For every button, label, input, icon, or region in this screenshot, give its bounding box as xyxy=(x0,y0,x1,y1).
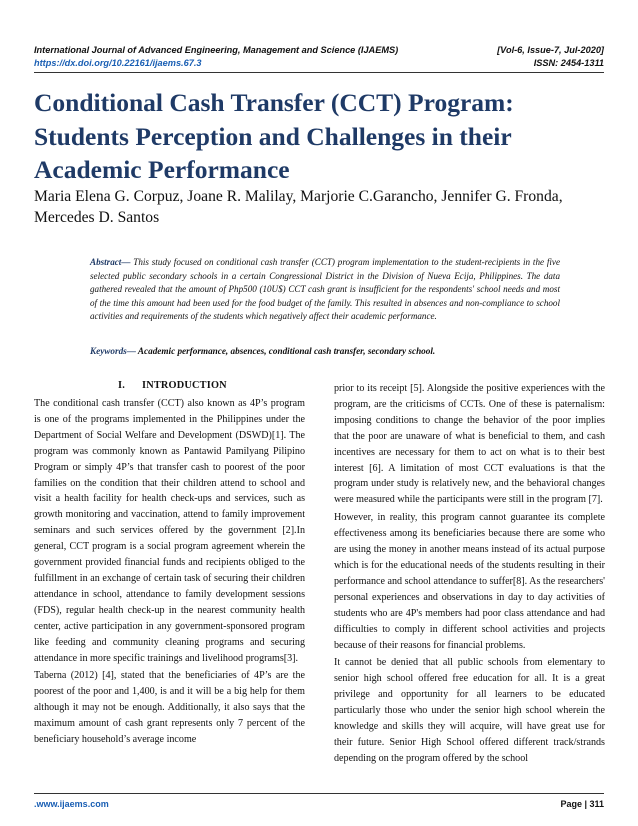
body-paragraph: Taberna (2012) [4], stated that the beneficiaries of 4P’s are the poorest of the poor and 1,400, is and it will be a big help for them although it may not be enough. Additionally, it also says that the maximum amount of cash grant represents only 7 percent of the beneficiary household’s average income xyxy=(34,670,305,746)
page-number: Page | 311 xyxy=(560,799,604,809)
body-paragraph: The conditional cash transfer (CCT) also known as 4P’s program is one of the programs implemented in the Philippines under the Department of Social Welfare and Development (DSWD)[1]. The program was commonly known as Pantawid Pamilyang Pilipino Program or simply 4P’s that transfer cash to poorest of the poor families on the condition that their children attend to school and visit a health facility for health check-ups and services, such as growth monitoring and vaccination, attend to family improvement seminars and such services offered by the government [2].In general, CCT program is a social program agreement wherein the government provided financial funds and recipients obliged to the fulfillment in an exchange of certain task of securing their children attendance in school, attendance to family development sessions (FDS), regular health check-up in the nearest community health center, active participation in any government-sponsored program like feeding and community cleaning programs and securing attendance in more specific trainings and livelihood programs[3]. xyxy=(34,398,305,664)
website-link[interactable]: .www.ijaems.com xyxy=(34,799,109,809)
section-title: INTRODUCTION xyxy=(142,380,227,391)
journal-name: International Journal of Advanced Engineering, Management and Science (IJAEMS) xyxy=(34,45,399,55)
header-rule xyxy=(34,72,604,73)
abstract xyxy=(90,256,560,324)
keywords-separator: — xyxy=(126,346,138,356)
keywords xyxy=(90,345,560,358)
volume-issue: [Vol-6, Issue-7, Jul-2020] xyxy=(497,45,604,55)
right-column xyxy=(334,381,605,769)
keywords-text: Academic performance, absences, conditional cash transfer, secondary school. xyxy=(137,346,436,356)
abstract-label: Abstract xyxy=(90,257,122,267)
doi-link[interactable]: https://dx.doi.org/10.22161/ijaems.67.3 xyxy=(34,58,202,68)
section-number: I. xyxy=(118,380,125,391)
section-heading xyxy=(34,378,305,393)
body-paragraph: prior to its receipt [5]. Alongside the positive experiences with the program, are the criticisms of CCTs. One of these is paternalism: imposing conditions to change the behavior of the poor implies that the poor are unaware of what is beneficial to them, and cash incentives are necessary for them to act on what is to their best interest [6]. A limitation of most CCT evaluations is that the program under study is relatively new, and the behavioral changes were measured while the participants were still in the program [7]. xyxy=(334,383,605,506)
body-paragraph: However, in reality, this program cannot guarantee its complete effectiveness among its beneficiaries because there are some who are using the money in another means instead of its actual purpose which is for the educational needs of the students resulting in their performance and school attendance to suffer[8]. As the researchers' personal experiences and observations in day to day activities of students who are 4P's members had poor class attendance and had difficulties to comply in different school activities and projects because of their reasons for financial problems. xyxy=(334,512,605,651)
footer-rule xyxy=(34,793,604,794)
issn: ISSN: 2454-1311 xyxy=(533,58,604,68)
body-paragraph: It cannot be denied that all public schools from elementary to senior high school offered free education for all. It is a great privilege and opportunity for all learners to be educated particularly those who under the senior high school wherein the knowledge and skills they will acquire, will have great use for their future. Senior High School offered different track/strands depending on the program offered by the school xyxy=(334,657,605,764)
author-list: Maria Elena G. Corpuz, Joane R. Malilay, Marjorie C.Garancho, Jennifer G. Fronda, Mercedes D. Santos xyxy=(34,188,563,226)
abstract-text: This study focused on conditional cash transfer (CCT) program implementation to the student-recipients in the five selected public secondary schools in a certain Congressional District in the Division of Nueva Ecija, Philippines. The data gathered revealed that the amount of Php500 (10U$) CCT cash grant is insufficient for the respondents' school needs and most of the time this amount had been used for the food budget of the family. This resulted in absences and non-compliance to school activities and requirements of the students which negatively affect their academic performance. xyxy=(90,257,561,322)
abstract-separator: — xyxy=(121,257,134,267)
left-column xyxy=(34,378,305,750)
keywords-label: Keywords xyxy=(90,346,127,356)
paper-title: Conditional Cash Transfer (CCT) Program: Students Perception and Challenges in their Academic Performance xyxy=(34,88,514,184)
